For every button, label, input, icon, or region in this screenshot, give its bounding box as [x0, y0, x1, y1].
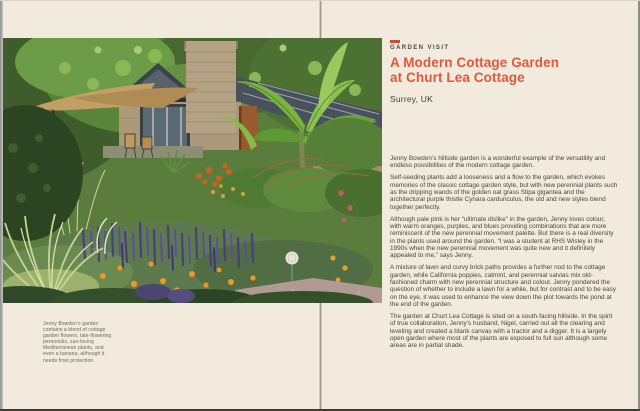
title-line-1: A Modern Cottage Garden: [390, 55, 560, 70]
garden-photo: [3, 38, 382, 303]
body-paragraph: Although pale pink is her “ultimate dislike” in the garden, Jenny loves colour, with warm oranges, purples, and blues providing combinations that are more reminiscent of the new perennial movement palette. But there is a real diversity in the plants used around the garden. “I was a student at RHS Wisley in the 1990s when the new perennial movement was quite new and it definitely appealed to me,” says Jenny.: [390, 215, 614, 260]
accent-dash: [390, 40, 400, 43]
book-edge-left: [0, 0, 3, 411]
garden-photo-illustration: [3, 38, 382, 303]
body-paragraph: Jenny Bowden’s hillside garden is a wonderful example of the versatility and endless possibilities of the modern cottage garden.: [390, 155, 606, 170]
section-label: GARDEN VISIT: [390, 45, 450, 51]
book-edge-top: [0, 0, 640, 1]
article-title: [390, 56, 620, 86]
photo-caption: Jenny Bowden’s garden contains a blend of cottage garden flowers, late-flowering perennials, sun-loving Mediterranean plants, and even a banana, although it needs frost protection.: [43, 321, 112, 364]
article-body: [390, 155, 618, 354]
body-paragraph: A mixture of lawn and curvy brick paths provides a further nod to the cottage garden, while California poppies, catmint, and perennial salvias mix old-fashioned charm with new perennial structure and colour. Jenny pondered the question of whether to include a lawn for a while, but for contrast and to be easy on the eye, it was used to enhance the view down the plot towards the pond at the end of the garden.: [390, 264, 616, 308]
title-line-2: at Churt Lea Cottage: [390, 69, 525, 85]
article-location: Surrey, UK: [390, 94, 433, 104]
body-paragraph: The garden at Churt Lea Cottage is sited on a south-facing hillside. In the spirit of true collaboration, Jenny’s husband, Nigel, carried out all the clearing and leveling and created a blank canvas with a tractor and a digger. It is a largely open garden where most of the plants are exposed to full sun although some areas are in partial shade.: [390, 312, 613, 350]
body-paragraph: Self-seeding plants add a looseness and a flow to the garden, which evokes memories of the classic cottage garden style, but with new perennial plants such as the dripping wands of the golden oat grass Stipa gigantea and the architectural purple thistle Cynara cardunculus, the old and new styles blend together perfectly.: [390, 174, 618, 211]
